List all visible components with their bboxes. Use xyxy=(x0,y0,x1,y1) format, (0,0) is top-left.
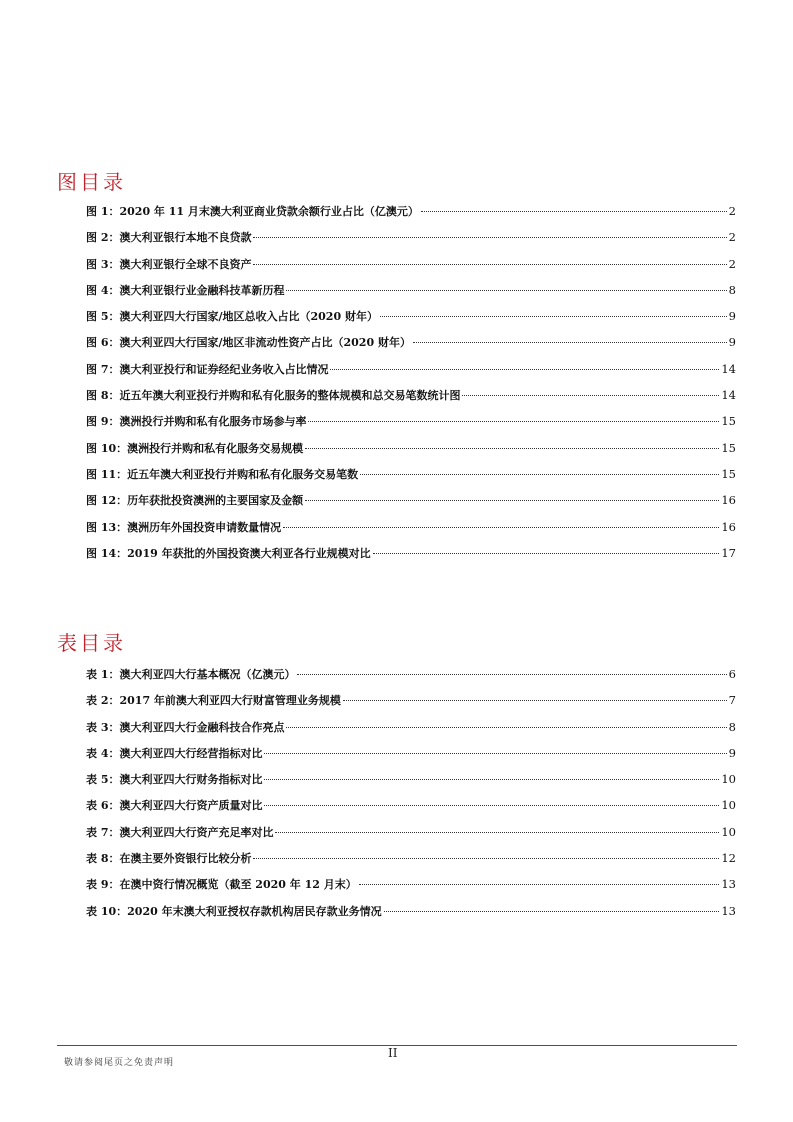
figure-toc-entry-label: 图 5：澳大利亚四大行国家/地区总收入占比（2020 财年） xyxy=(86,310,378,324)
figure-toc-entry-label: 图 1：2020 年 11 月末澳大利亚商业贷款余额行业占比（亿澳元） xyxy=(86,205,419,218)
figure-toc-entry[interactable] xyxy=(86,203,736,229)
figure-list-heading: 图目录 xyxy=(57,170,126,194)
dot-leader xyxy=(380,316,727,317)
figure-toc-entry-label: 图 10：澳洲投行并购和私有化服务交易规模 xyxy=(86,441,304,455)
figure-toc-entry[interactable] xyxy=(86,440,736,466)
figure-toc-entry-label: 图 8：近五年澳大利亚投行并购和私有化服务的整体规模和总交易笔数统计图 xyxy=(86,389,461,403)
figure-toc-entry-label: 图 9：澳洲投行并购和私有化服务市场参与率 xyxy=(86,415,307,429)
table-toc-entry-label: 表 4：澳大利亚四大行经营指标对比 xyxy=(86,746,263,760)
table-toc-entry-page: 8 xyxy=(728,719,736,734)
table-toc-entry-label: 表 6：澳大利亚四大行资产质量对比 xyxy=(86,799,263,813)
table-toc-list xyxy=(86,666,736,929)
dot-leader xyxy=(253,237,726,238)
figure-toc-entry-label: 图 7：澳大利亚投行和证券经纪业务收入占比情况 xyxy=(86,362,329,376)
figure-toc-entry-label: 图 13：澳洲历年外国投资申请数量情况 xyxy=(86,520,282,534)
figure-toc-entry[interactable] xyxy=(86,229,736,255)
figure-toc-entry[interactable] xyxy=(86,282,736,308)
figure-toc-entry[interactable] xyxy=(86,492,736,518)
figure-toc-entry[interactable] xyxy=(86,519,736,545)
dot-leader xyxy=(264,779,719,780)
table-toc-entry-page: 10 xyxy=(721,772,736,787)
dot-leader xyxy=(286,290,726,291)
table-toc-entry-page: 13 xyxy=(721,903,736,918)
figure-toc-entry[interactable] xyxy=(86,256,736,282)
dot-leader xyxy=(330,369,719,370)
figure-toc-entry[interactable] xyxy=(86,466,736,492)
table-toc-entry-page: 10 xyxy=(721,824,736,839)
figure-toc-entry[interactable] xyxy=(86,334,736,360)
table-toc-entry-label: 表 8：在澳主要外资银行比较分析 xyxy=(86,852,252,866)
dot-leader xyxy=(297,674,726,675)
table-toc-entry-page: 12 xyxy=(721,851,736,866)
dot-leader xyxy=(384,911,720,912)
dot-leader xyxy=(253,858,719,859)
dot-leader xyxy=(253,264,726,265)
figure-toc-list xyxy=(86,203,736,571)
figure-toc-entry-label: 图 4：澳大利亚银行业金融科技革新历程 xyxy=(86,283,285,297)
dot-leader xyxy=(462,395,719,396)
figure-toc-entry-page: 14 xyxy=(721,361,736,376)
figure-toc-entry-label: 图 2：澳大利亚银行本地不良贷款 xyxy=(86,231,252,245)
dot-leader xyxy=(413,342,727,343)
table-toc-entry[interactable] xyxy=(86,824,736,850)
table-toc-entry[interactable] xyxy=(86,797,736,823)
dot-leader xyxy=(360,474,719,475)
figure-toc-entry-page: 16 xyxy=(721,493,736,508)
table-toc-entry-label: 表 2：2017 年前澳大利亚四大行财富管理业务规模 xyxy=(86,694,341,708)
figure-toc-entry-page: 9 xyxy=(728,335,736,350)
table-list-heading: 表目录 xyxy=(57,631,126,655)
figure-toc-entry[interactable] xyxy=(86,413,736,439)
figure-toc-entry[interactable] xyxy=(86,545,736,571)
dot-leader xyxy=(275,832,719,833)
figure-toc-entry-page: 14 xyxy=(721,388,736,403)
dot-leader xyxy=(421,211,727,212)
dot-leader xyxy=(283,527,719,528)
table-toc-entry[interactable] xyxy=(86,666,736,692)
dot-leader xyxy=(305,500,719,501)
table-toc-entry[interactable] xyxy=(86,719,736,745)
table-toc-entry-page: 13 xyxy=(721,877,736,892)
figure-toc-entry-page: 9 xyxy=(728,309,736,324)
table-toc-entry[interactable] xyxy=(86,692,736,718)
figure-toc-entry-page: 16 xyxy=(721,519,736,534)
table-toc-entry[interactable] xyxy=(86,903,736,929)
figure-toc-entry-page: 2 xyxy=(728,204,736,218)
figure-toc-entry-page: 15 xyxy=(721,440,736,455)
figure-toc-entry-label: 图 3：澳大利亚银行全球不良资产 xyxy=(86,257,252,271)
table-toc-entry[interactable] xyxy=(86,850,736,876)
figure-toc-entry-page: 17 xyxy=(721,545,736,560)
table-toc-entry[interactable] xyxy=(86,876,736,902)
figure-toc-entry-label: 图 6：澳大利亚四大行国家/地区非流动性资产占比（2020 财年） xyxy=(86,336,411,350)
table-toc-entry-label: 表 1：澳大利亚四大行基本概况（亿澳元） xyxy=(86,668,296,681)
table-toc-entry-page: 9 xyxy=(728,745,736,760)
figure-toc-entry-label: 图 14：2019 年获批的外国投资澳大利亚各行业规模对比 xyxy=(86,546,371,560)
page-number: II xyxy=(388,1046,398,1060)
table-toc-entry-label: 表 9：在澳中资行情况概览（截至 2020 年 12 月末） xyxy=(86,878,357,892)
figure-toc-entry-page: 2 xyxy=(728,230,736,245)
figure-toc-entry-label: 图 12：历年获批投资澳洲的主要国家及金额 xyxy=(86,494,304,508)
table-toc-entry[interactable] xyxy=(86,745,736,771)
figure-toc-entry-page: 2 xyxy=(728,256,736,271)
table-toc-entry[interactable] xyxy=(86,771,736,797)
figure-toc-entry[interactable] xyxy=(86,308,736,334)
dot-leader xyxy=(264,753,726,754)
footer-disclaimer: 敬请参阅尾页之免责声明 xyxy=(64,1058,175,1068)
table-toc-entry-label: 表 7：澳大利亚四大行资产充足率对比 xyxy=(86,825,274,839)
dot-leader xyxy=(343,700,727,701)
figure-toc-entry-page: 8 xyxy=(728,282,736,297)
table-toc-entry-label: 表 5：澳大利亚四大行财务指标对比 xyxy=(86,773,263,787)
dot-leader xyxy=(264,805,719,806)
dot-leader xyxy=(308,421,719,422)
table-toc-entry-label: 表 10：2020 年末澳大利亚授权存款机构居民存款业务情况 xyxy=(86,904,382,918)
figure-toc-entry-page: 15 xyxy=(721,466,736,481)
figure-toc-entry[interactable] xyxy=(86,387,736,413)
figure-toc-entry-label: 图 11：近五年澳大利亚投行并购和私有化服务交易笔数 xyxy=(86,467,359,481)
table-toc-entry-label: 表 3：澳大利亚四大行金融科技合作亮点 xyxy=(86,720,285,734)
table-toc-entry-page: 6 xyxy=(728,667,736,681)
figure-toc-entry-page: 15 xyxy=(721,414,736,429)
table-toc-entry-page: 7 xyxy=(728,693,736,708)
dot-leader xyxy=(286,727,726,728)
figure-toc-entry[interactable] xyxy=(86,361,736,387)
dot-leader xyxy=(305,448,719,449)
dot-leader xyxy=(373,553,720,554)
dot-leader xyxy=(359,884,720,885)
table-toc-entry-page: 10 xyxy=(721,798,736,813)
